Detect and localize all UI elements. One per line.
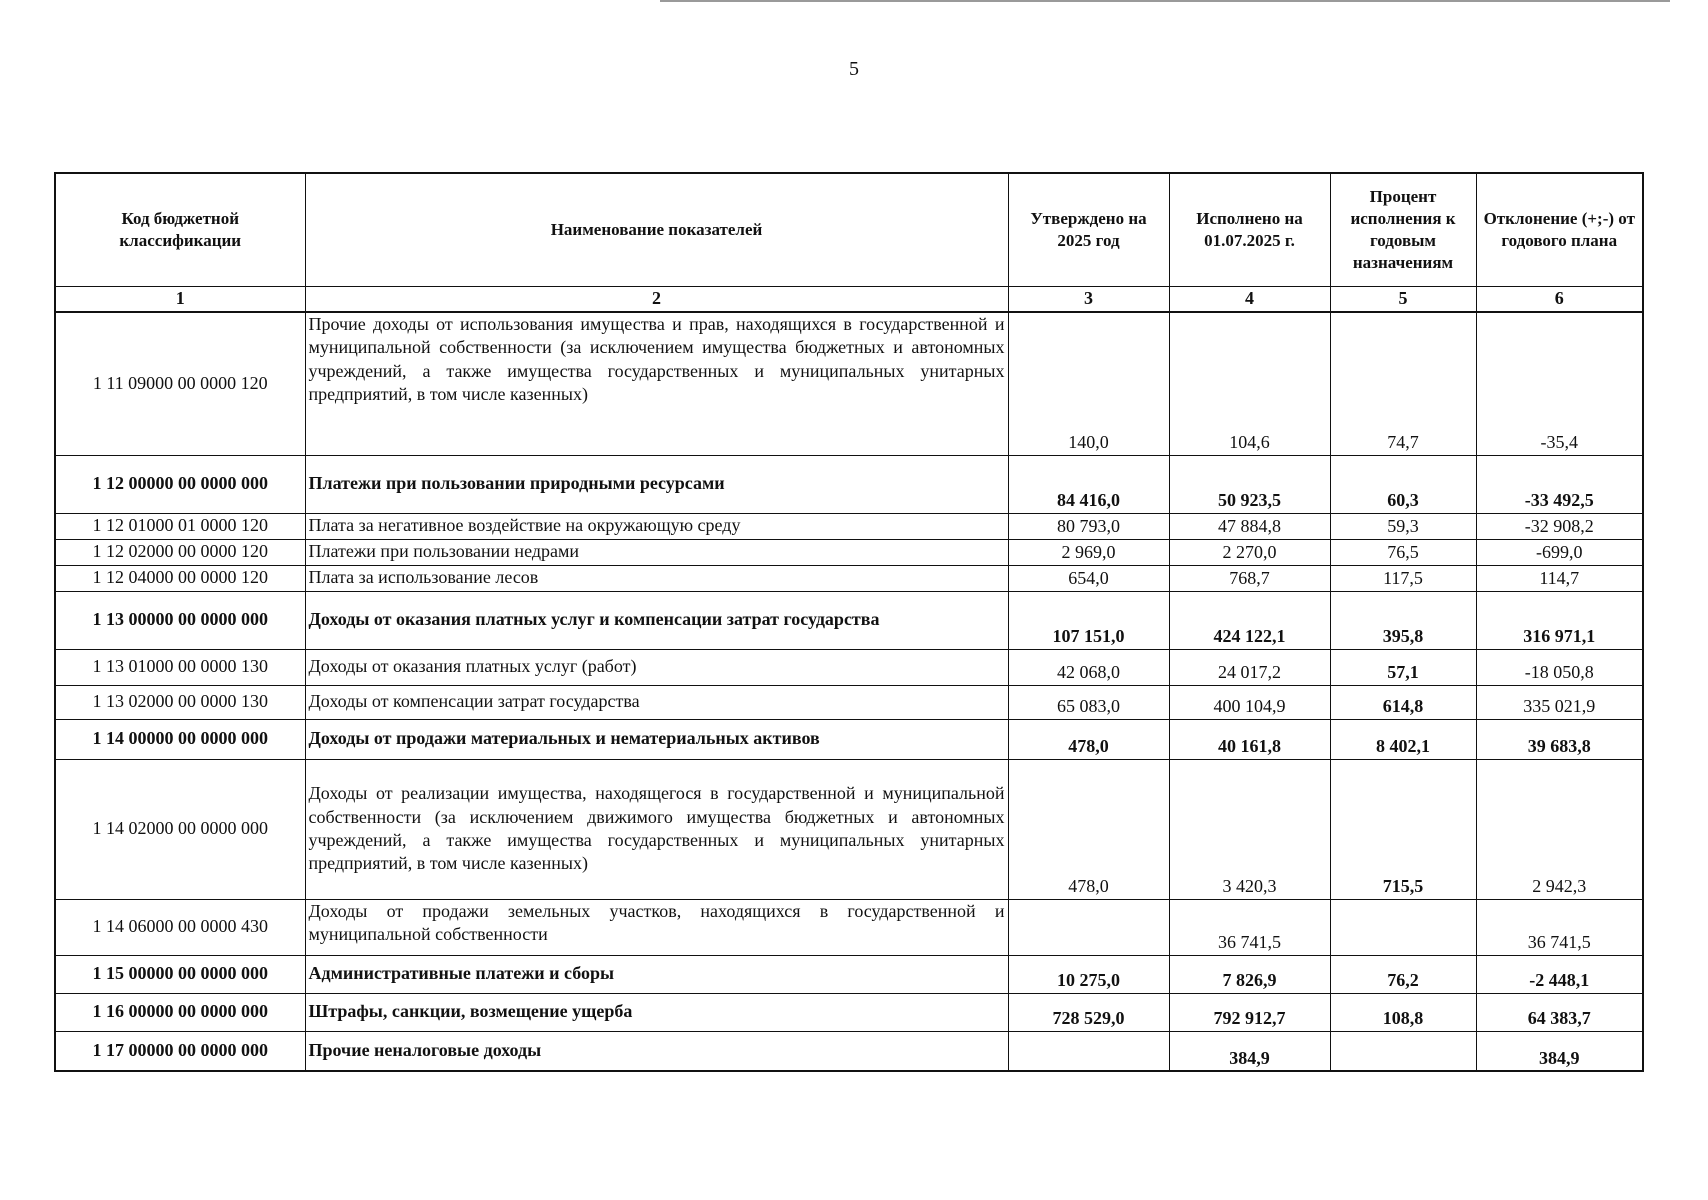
table-row bbox=[55, 513, 1643, 539]
table-row bbox=[55, 955, 1643, 993]
row-percent: 108,8 bbox=[1330, 993, 1476, 1031]
row-deviation: -33 492,5 bbox=[1476, 455, 1643, 513]
row-deviation: 39 683,8 bbox=[1476, 719, 1643, 759]
row-code: 1 12 00000 00 0000 000 bbox=[55, 455, 305, 513]
row-name: Платежи при пользовании природными ресурсами bbox=[305, 455, 1008, 513]
row-name: Платежи при пользовании недрами bbox=[305, 539, 1008, 565]
header-approved: Утверждено на 2025 год bbox=[1008, 173, 1169, 287]
row-name: Доходы от оказания платных услуг и компенсации затрат государства bbox=[305, 591, 1008, 649]
row-deviation: 384,9 bbox=[1476, 1031, 1643, 1071]
row-deviation: 36 741,5 bbox=[1476, 899, 1643, 955]
row-executed: 384,9 bbox=[1169, 1031, 1330, 1071]
row-percent: 614,8 bbox=[1330, 685, 1476, 719]
row-code: 1 17 00000 00 0000 000 bbox=[55, 1031, 305, 1071]
row-deviation: 335 021,9 bbox=[1476, 685, 1643, 719]
row-percent: 76,2 bbox=[1330, 955, 1476, 993]
row-percent: 74,7 bbox=[1330, 312, 1476, 455]
row-name: Доходы от продажи материальных и нематериальных активов bbox=[305, 719, 1008, 759]
row-approved: 10 275,0 bbox=[1008, 955, 1169, 993]
row-percent: 57,1 bbox=[1330, 649, 1476, 685]
row-percent: 117,5 bbox=[1330, 565, 1476, 591]
row-percent: 395,8 bbox=[1330, 591, 1476, 649]
row-executed: 424 122,1 bbox=[1169, 591, 1330, 649]
row-percent: 76,5 bbox=[1330, 539, 1476, 565]
row-approved: 84 416,0 bbox=[1008, 455, 1169, 513]
table-row bbox=[55, 685, 1643, 719]
row-executed: 36 741,5 bbox=[1169, 899, 1330, 955]
column-number: 4 bbox=[1169, 287, 1330, 313]
column-number-row bbox=[55, 287, 1643, 313]
header-name: Наименование показателей bbox=[305, 173, 1008, 287]
page-number: 5 bbox=[849, 58, 859, 80]
table-header-row bbox=[55, 173, 1643, 287]
row-name: Плата за использование лесов bbox=[305, 565, 1008, 591]
column-number: 3 bbox=[1008, 287, 1169, 313]
row-approved: 42 068,0 bbox=[1008, 649, 1169, 685]
table-row bbox=[55, 719, 1643, 759]
row-code: 1 12 02000 00 0000 120 bbox=[55, 539, 305, 565]
scan-top-rule bbox=[660, 0, 1670, 2]
row-name: Административные платежи и сборы bbox=[305, 955, 1008, 993]
table-row bbox=[55, 565, 1643, 591]
row-executed: 792 912,7 bbox=[1169, 993, 1330, 1031]
row-executed: 2 270,0 bbox=[1169, 539, 1330, 565]
row-code: 1 12 01000 01 0000 120 bbox=[55, 513, 305, 539]
row-name: Прочие доходы от использования имущества и прав, находящихся в государственной и муниципальной собственности (за исключением имущества бюджетных и автономных учреждений, а также имущества государственных и муниципальных унитарных предприятий, в том числе казенных) bbox=[305, 312, 1008, 455]
row-code: 1 13 01000 00 0000 130 bbox=[55, 649, 305, 685]
row-code: 1 11 09000 00 0000 120 bbox=[55, 312, 305, 455]
row-approved: 478,0 bbox=[1008, 719, 1169, 759]
table-row bbox=[55, 1031, 1643, 1071]
row-deviation: 114,7 bbox=[1476, 565, 1643, 591]
row-deviation: -35,4 bbox=[1476, 312, 1643, 455]
table-row bbox=[55, 993, 1643, 1031]
row-percent: 715,5 bbox=[1330, 759, 1476, 899]
row-approved: 2 969,0 bbox=[1008, 539, 1169, 565]
row-approved: 478,0 bbox=[1008, 759, 1169, 899]
row-approved bbox=[1008, 899, 1169, 955]
row-approved: 140,0 bbox=[1008, 312, 1169, 455]
row-approved: 107 151,0 bbox=[1008, 591, 1169, 649]
row-approved: 80 793,0 bbox=[1008, 513, 1169, 539]
row-percent: 59,3 bbox=[1330, 513, 1476, 539]
row-executed: 3 420,3 bbox=[1169, 759, 1330, 899]
row-deviation: -2 448,1 bbox=[1476, 955, 1643, 993]
row-name: Доходы от продажи земельных участков, находящихся в государственной и муниципальной собственности bbox=[305, 899, 1008, 955]
row-executed: 104,6 bbox=[1169, 312, 1330, 455]
table-row bbox=[55, 759, 1643, 899]
row-deviation: 316 971,1 bbox=[1476, 591, 1643, 649]
row-code: 1 14 06000 00 0000 430 bbox=[55, 899, 305, 955]
row-executed: 24 017,2 bbox=[1169, 649, 1330, 685]
header-percent: Процент исполнения к годовым назначениям bbox=[1330, 173, 1476, 287]
header-deviation: Отклонение (+;-) от годового плана bbox=[1476, 173, 1643, 287]
column-number: 1 bbox=[55, 287, 305, 313]
row-code: 1 13 00000 00 0000 000 bbox=[55, 591, 305, 649]
row-approved: 654,0 bbox=[1008, 565, 1169, 591]
row-executed: 768,7 bbox=[1169, 565, 1330, 591]
table-row bbox=[55, 899, 1643, 955]
row-deviation: 64 383,7 bbox=[1476, 993, 1643, 1031]
row-executed: 47 884,8 bbox=[1169, 513, 1330, 539]
row-code: 1 13 02000 00 0000 130 bbox=[55, 685, 305, 719]
row-approved: 65 083,0 bbox=[1008, 685, 1169, 719]
row-name: Штрафы, санкции, возмещение ущерба bbox=[305, 993, 1008, 1031]
budget-table-container bbox=[54, 172, 1642, 1072]
row-executed: 40 161,8 bbox=[1169, 719, 1330, 759]
header-code: Код бюджетной классификации bbox=[55, 173, 305, 287]
row-code: 1 14 02000 00 0000 000 bbox=[55, 759, 305, 899]
row-percent bbox=[1330, 899, 1476, 955]
row-name: Доходы от оказания платных услуг (работ) bbox=[305, 649, 1008, 685]
table-row bbox=[55, 312, 1643, 455]
row-name: Плата за негативное воздействие на окружающую среду bbox=[305, 513, 1008, 539]
row-code: 1 12 04000 00 0000 120 bbox=[55, 565, 305, 591]
column-number: 6 bbox=[1476, 287, 1643, 313]
row-percent: 8 402,1 bbox=[1330, 719, 1476, 759]
row-executed: 7 826,9 bbox=[1169, 955, 1330, 993]
row-deviation: -32 908,2 bbox=[1476, 513, 1643, 539]
row-name: Доходы от компенсации затрат государства bbox=[305, 685, 1008, 719]
row-deviation: -699,0 bbox=[1476, 539, 1643, 565]
row-name: Прочие неналоговые доходы bbox=[305, 1031, 1008, 1071]
row-name: Доходы от реализации имущества, находящегося в государственной и муниципальной собственности (за исключением движимого имущества бюджетных и автономных учреждений, а также имущества государственных и муниципальных унитарных предприятий, в том числе казенных) bbox=[305, 759, 1008, 899]
row-percent bbox=[1330, 1031, 1476, 1071]
row-deviation: 2 942,3 bbox=[1476, 759, 1643, 899]
row-code: 1 14 00000 00 0000 000 bbox=[55, 719, 305, 759]
row-approved: 728 529,0 bbox=[1008, 993, 1169, 1031]
row-executed: 50 923,5 bbox=[1169, 455, 1330, 513]
row-executed: 400 104,9 bbox=[1169, 685, 1330, 719]
column-number: 2 bbox=[305, 287, 1008, 313]
budget-table bbox=[54, 172, 1644, 1072]
row-approved bbox=[1008, 1031, 1169, 1071]
row-deviation: -18 050,8 bbox=[1476, 649, 1643, 685]
row-percent: 60,3 bbox=[1330, 455, 1476, 513]
row-code: 1 15 00000 00 0000 000 bbox=[55, 955, 305, 993]
column-number: 5 bbox=[1330, 287, 1476, 313]
table-row bbox=[55, 591, 1643, 649]
table-row bbox=[55, 539, 1643, 565]
table-row bbox=[55, 649, 1643, 685]
header-executed: Исполнено на 01.07.2025 г. bbox=[1169, 173, 1330, 287]
table-row bbox=[55, 455, 1643, 513]
row-code: 1 16 00000 00 0000 000 bbox=[55, 993, 305, 1031]
